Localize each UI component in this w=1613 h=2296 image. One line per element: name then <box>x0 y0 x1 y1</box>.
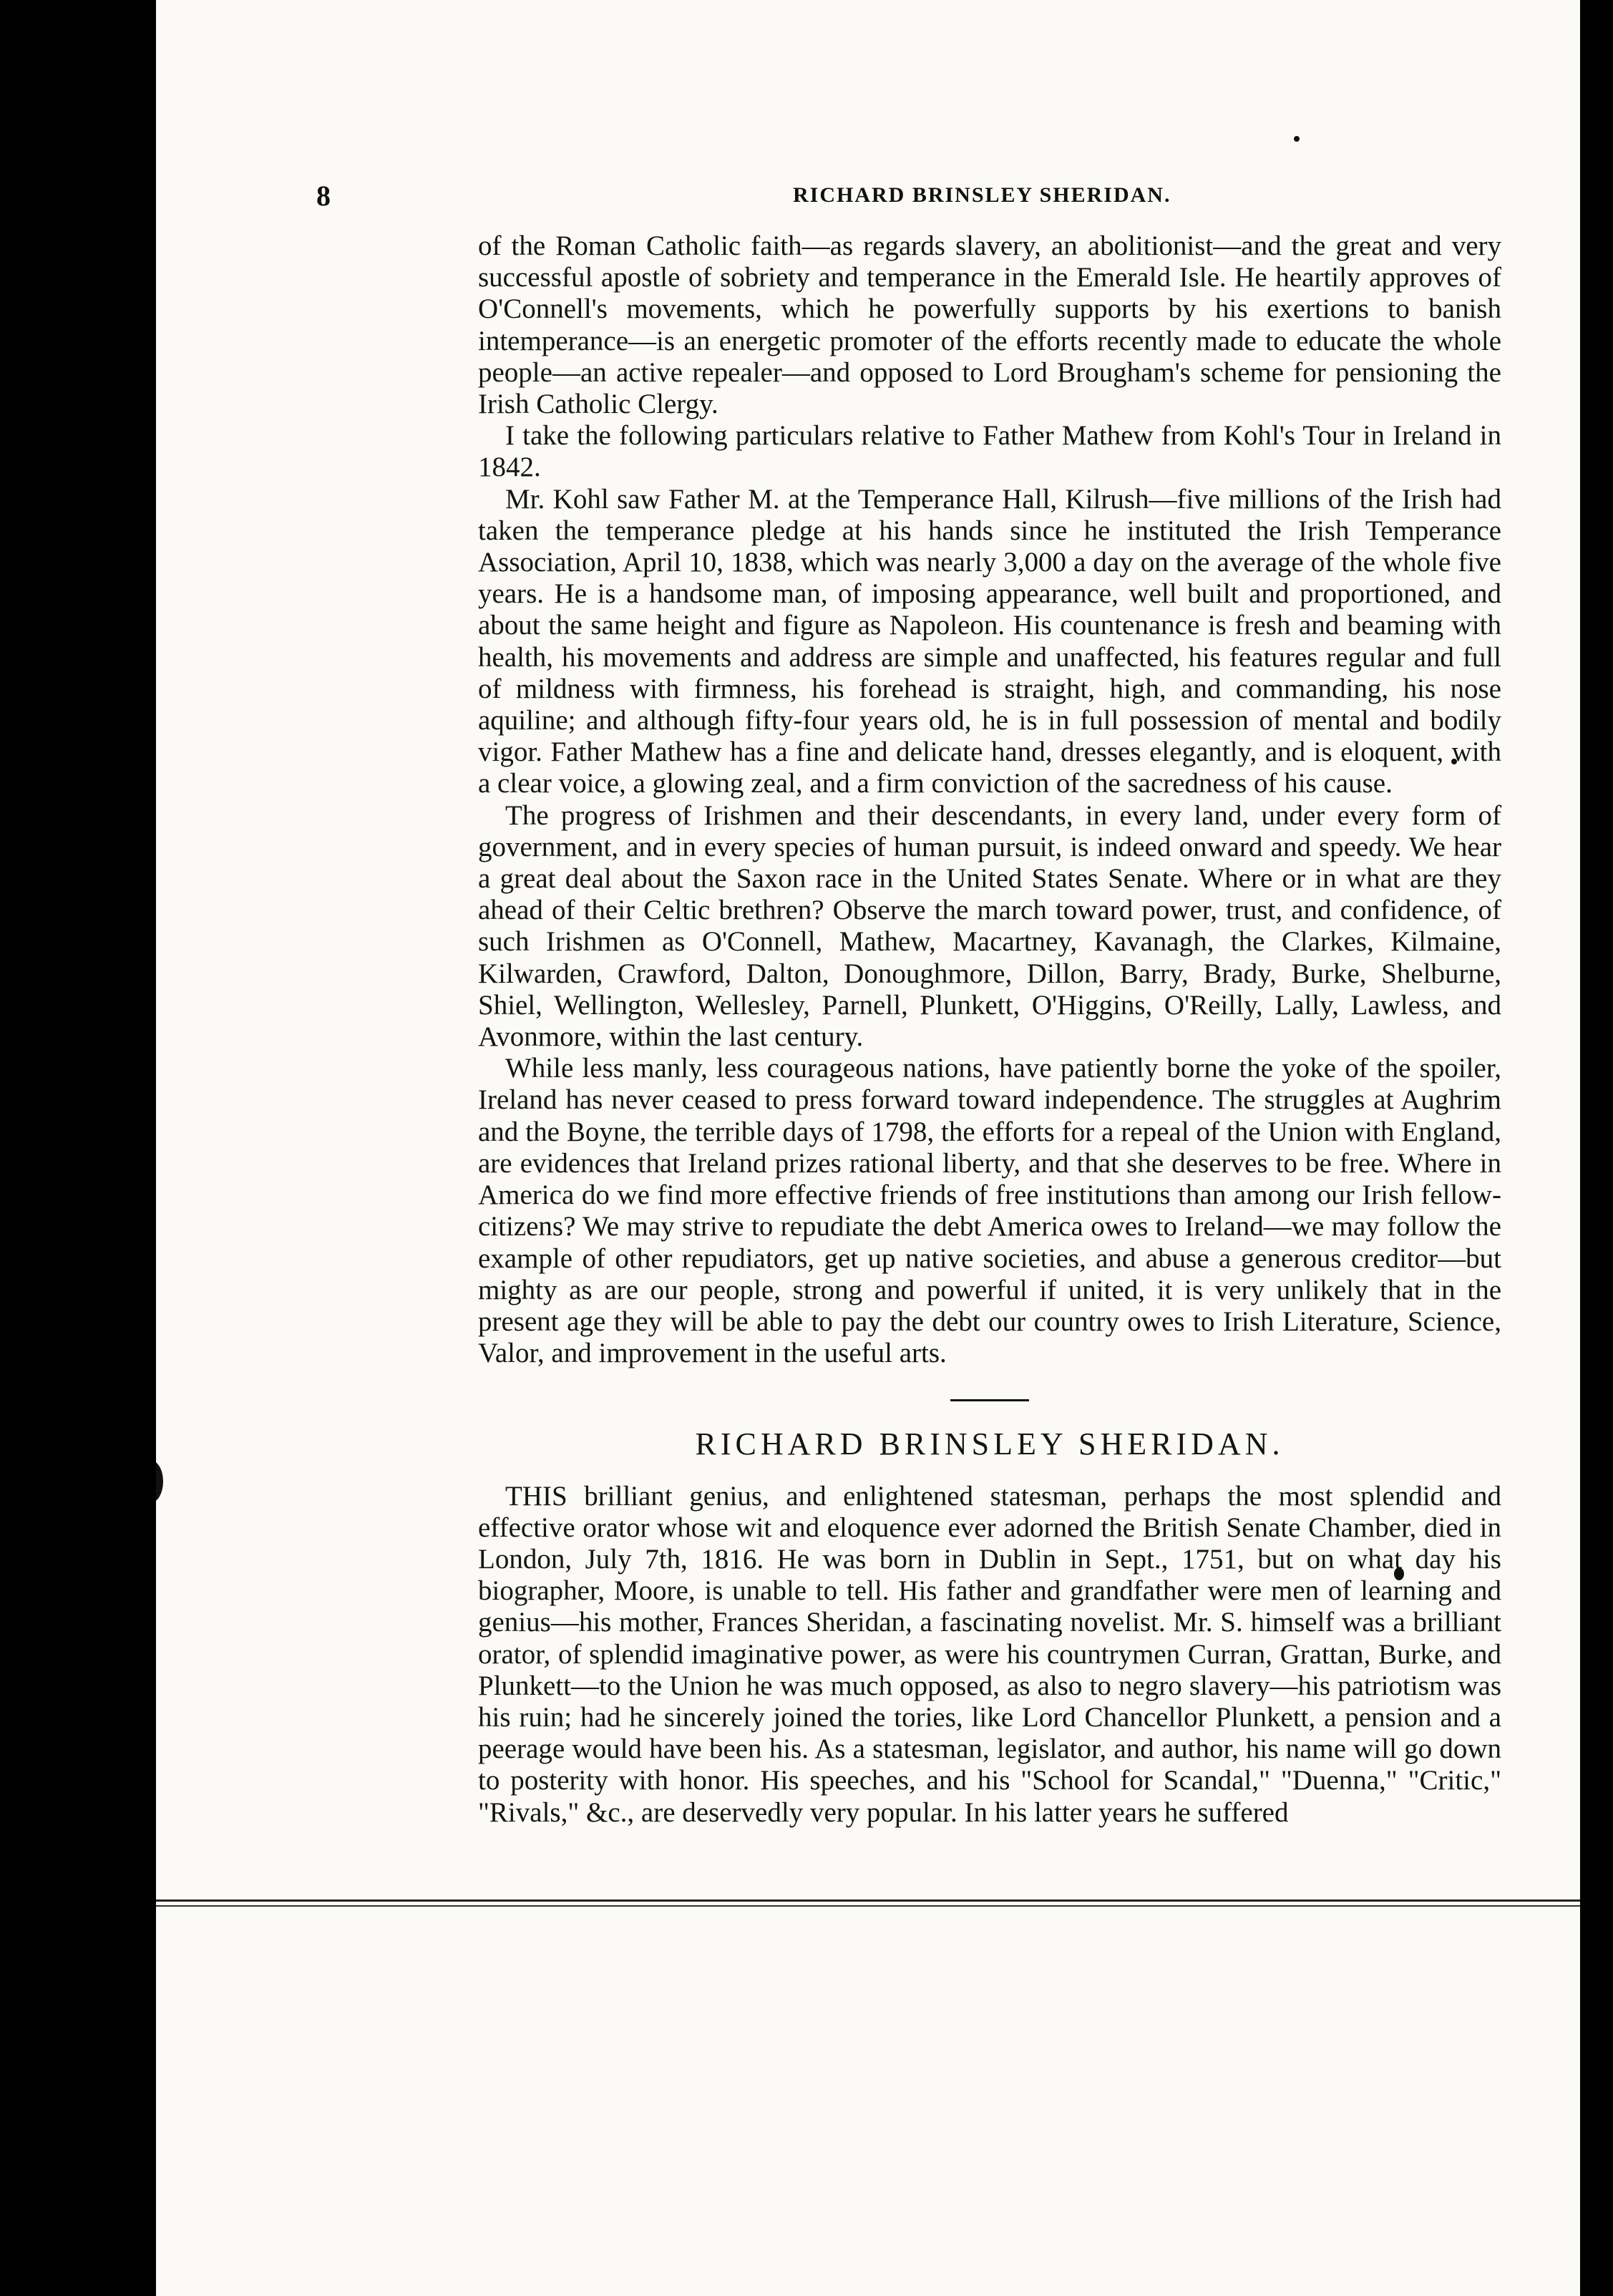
body-paragraph: Mr. Kohl saw Father M. at the Temperance Hall, Kilrush—five millions of the Irish had taken the temperance pledge at his hands since he instituted the Irish Temperance Association, April 10, 1838, which was nearly 3,000 a day on the average of the whole five years. He is a handsome man, of imposing appearance, well built and proportioned, and about the same height and figure as Napoleon. His countenance is fresh and beaming with health, his movements and address are simple and unaffected, his features regular and full of mildness with firmness, his forehead is straight, high, and commanding, his nose aquiline; and although fifty-four years old, he is in full possession of mental and bodily vigor. Father Mathew has a fine and delicate hand, dresses elegantly, and is eloquent, with a clear voice, a glowing zeal, and a firm conviction of the sacredness of his cause. <box>478 483 1501 799</box>
body-paragraph: While less manly, less courageous nations, have patiently borne the yoke of the spoiler, Ireland has never ceased to press forward toward independence. The struggles at Aughrim and the Boyne, the terrible days of 1798, the efforts for a repeal of the Union with England, are evidences that Ireland prizes rational liberty, and that she deserves to be free. Where in America do we find more effective friends of free institutions than among our Irish fellow-citizens? We may strive to repudiate the debt America owes to Ireland—we may follow the example of other repudiators, get up native societies, and abuse a generous creditor—but mighty as are our people, strong and powerful if united, it is very unlikely that in the present age they will be able to pay the debt our country owes to Irish Literature, Science, Valor, and improvement in the useful arts. <box>478 1053 1501 1369</box>
scan-rule-line <box>156 1905 1580 1907</box>
ink-speck <box>156 1460 163 1503</box>
page-number: 8 <box>316 180 331 212</box>
body-paragraph: I take the following particulars relative to Father Mathew from Kohl's Tour in Ireland in 1842. <box>478 420 1501 483</box>
text-column <box>478 230 1501 1829</box>
page-header <box>316 179 1247 222</box>
scan-rule-line <box>156 1899 1580 1902</box>
section-title: RICHARD BRINSLEY SHERIDAN. <box>695 1426 1285 1462</box>
section-divider <box>950 1399 1029 1401</box>
section-paragraph: THIS brilliant genius, and enlightened statesman, perhaps the most splendid and effective orator whose wit and eloquence ever adorned the British Senate Chamber, died in London, July 7th, 1816. He was born in Dublin in Sept., 1751, but on what day his biographer, Moore, is unable to tell. His father and grandfather were men of learning and genius—his mother, Frances Sheridan, a fascinating novelist. Mr. S. himself was a brilliant orator, of splendid imaginative power, as were his countrymen Curran, Grattan, Burke, and Plunkett—to the Union he was much opposed, as also to negro slavery—his patriotism was his ruin; had he sincerely joined the tories, like Lord Chancellor Plunkett, a pension and a peerage would have been his. As a statesman, legislator, and author, his name will go down to posterity with honor. His speeches, and his "School for Scandal," "Duenna," "Critic," "Rivals," &c., are deservedly very popular. In his latter years he suffered <box>478 1480 1501 1828</box>
body-paragraph: of the Roman Catholic faith—as regards slavery, an abolitionist—and the great and very successful apostle of sobriety and temperance in the Emerald Isle. He heartily approves of O'Connell's movements, which he powerfully supports by his exertions to banish intemperance—is an energetic promoter of the efforts recently made to educate the whole people—an active repealer—and opposed to Lord Brougham's scheme for pensioning the Irish Catholic Clergy. <box>478 230 1501 420</box>
scan-left-margin <box>0 0 156 2296</box>
running-head: RICHARD BRINSLEY SHERIDAN. <box>793 183 1171 207</box>
ink-speck <box>1294 136 1300 142</box>
body-paragraph: The progress of Irishmen and their descendants, in every land, under every form of government, and in every species of human pursuit, is indeed onward and speedy. We hear a great deal about the Saxon race in the United States Senate. Where or in what are they ahead of their Celtic brethren? Observe the march toward power, trust, and confidence, of such Irishmen as O'Connell, Mathew, Macartney, Kavanagh, the Clarkes, Kilmaine, Kilwarden, Crawford, Dalton, Donoughmore, Dillon, Barry, Brady, Burke, Shelburne, Shiel, Wellington, Wellesley, Parnell, Plunkett, O'Higgins, O'Reilly, Lally, Lawless, and Avonmore, within the last century. <box>478 799 1501 1053</box>
